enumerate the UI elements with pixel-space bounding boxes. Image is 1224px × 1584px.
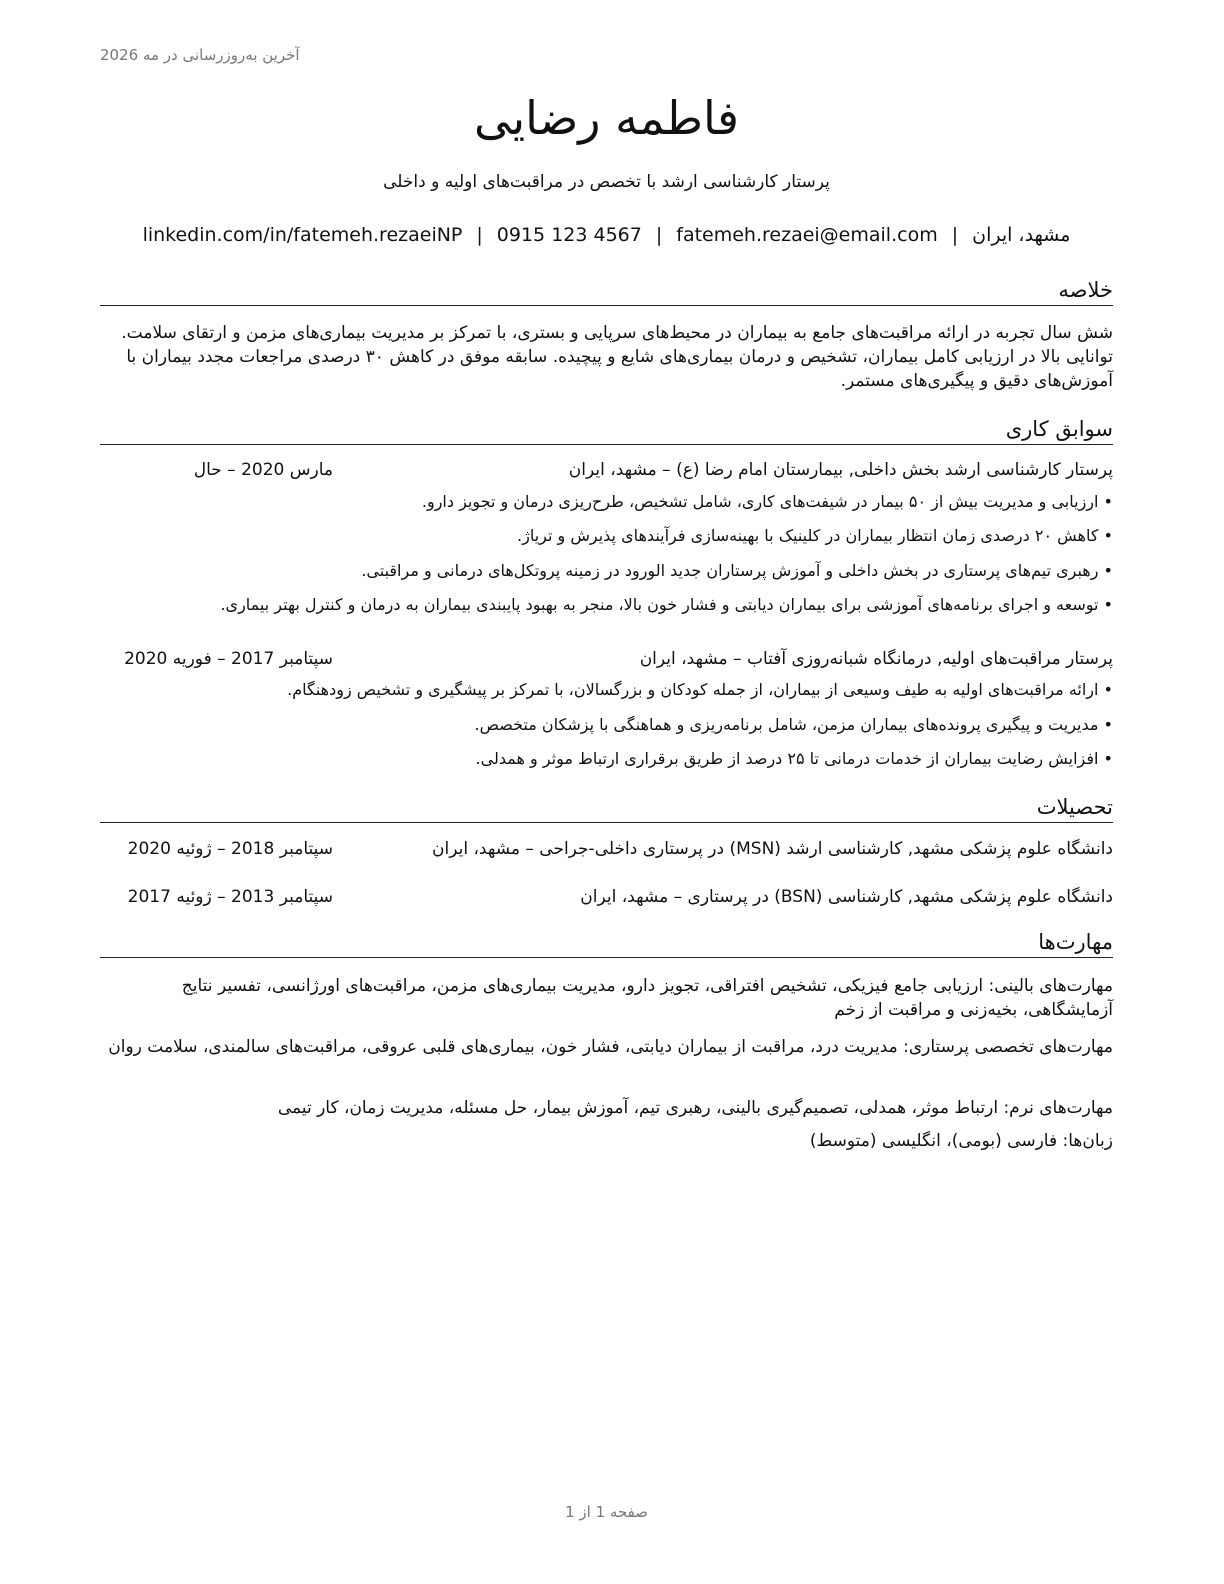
education-entry [100,839,1113,865]
section-title-summary: خلاصه [100,277,1113,306]
skills-item: مهارت‌های بالینی: ارزیابی جامع فیزیکی، تشخیص افتراقی، تجویز دارو، مدیریت بیماری‌های مزمن، مراقبت‌های اورژانسی، تفسیر نتایج آزمایشگاهی، بخیه‌زنی و مراقبت از زخم [181,976,1113,1020]
skills-item: مهارت‌های تخصصی پرستاری: مدیریت درد، مراقبت از بیماران دیابتی، فشار خون، بیماری‌های قلبی عروقی، مراقبت‌های سالمندی، سلامت روان [108,1037,1113,1057]
job-title: پرستار مراقبت‌های اولیه, درمانگاه شبانه‌روزی آفتاب – مشهد، ایران [639,649,1113,669]
job-bullet: • مدیریت و پیگیری پرونده‌های بیماران مزمن، شامل برنامه‌ریزی و هماهنگی با پزشکان متخصص. [100,715,1113,734]
education-date: سپتامبر 2013 – ژوئیه 2017 [127,887,333,907]
education-date: سپتامبر 2018 – ژوئیه 2020 [127,839,333,859]
section-title-skills: مهارت‌ها [100,929,1113,958]
education-entry [100,887,1113,913]
job-bullet: • توسعه و اجرای برنامه‌های آموزشی برای بیماران دیابتی و فشار خون بالا، منجر به بهبود پایبندی بیماران به درمان و کنترل بهتر بیماری. [100,595,1113,614]
resume-page [100,0,1113,1584]
job-entry [100,649,1113,675]
contact-separator: | [476,224,483,246]
contact-separator: | [951,224,959,246]
job-bullet: • کاهش ۲۰ درصدی زمان انتظار بیماران در کلینیک با بهینه‌سازی فرآیندهای پذیرش و تریاژ. [100,526,1113,545]
section-title-experience: سوابق کاری [100,416,1113,445]
contact-separator: | [655,224,663,246]
candidate-name: فاطمه رضایی [474,91,739,145]
skills-item: مهارت‌های نرم: ارتباط موثر، همدلی، تصمیم‌گیری بالینی، رهبری تیم، آموزش بیمار، حل مسئله، مدیریت زمان، کار تیمی [277,1098,1113,1118]
job-date: مارس 2020 – حال [193,460,333,480]
job-bullet: • رهبری تیم‌های پرستاری در بخش داخلی و آموزش پرستاران جدید الورود در زمینه پروتکل‌های درمانی و مراقبتی. [100,561,1113,580]
contact-linkedin[interactable]: linkedin.com/in/fatemeh.rezaeiNP [142,224,463,246]
skills-item: زبان‌ها: فارسی (بومی)، انگلیسی (متوسط) [809,1131,1113,1151]
candidate-tagline: پرستار کارشناسی ارشد با تخصص در مراقبت‌های اولیه و داخلی [383,172,830,192]
page-number: صفحه 1 از 1 [565,1503,648,1521]
section-title-education: تحصیلات [100,794,1113,823]
job-bullet: • افزایش رضایت بیماران از خدمات درمانی تا ۲۵ درصد از طریق برقراری ارتباط موثر و همدلی. [100,749,1113,768]
summary-text: شش سال تجربه در ارائه مراقبت‌های جامع به بیماران در محیط‌های سرپایی و بستری، با تمرکز بر مدیریت بیماری‌های مزمن و ارتقای سلامت. توانایی بالا در ارزیابی کامل بیماران، تشخیص و درمان بیماری‌های شایع و پیچیده. سابقه موفق در کاهش ۳۰ درصدی مراجعات مجدد بیماران با آموزش‌های دقیق و پیگیری‌های مستمر. [121,323,1113,391]
contact-phone[interactable]: 0915 123 4567 [496,224,642,246]
job-entry [100,460,1113,486]
contact-line [100,224,1113,246]
education-title: دانشگاه علوم پزشکی مشهد, کارشناسی (BSN) در پرستاری – مشهد، ایران [580,887,1113,907]
contact-location: مشهد، ایران [972,224,1071,246]
job-bullet: • ارزیابی و مدیریت بیش از ۵۰ بیمار در شیفت‌های کاری، شامل تشخیص، طرح‌ریزی درمان و تجویز دارو. [100,492,1113,511]
contact-email[interactable]: fatemeh.rezaei@email.com [676,224,938,246]
job-bullet: • ارائه مراقبت‌های اولیه به طیف وسیعی از بیماران، از جمله کودکان و بزرگسالان، با تمرکز بر پیشگیری و تشخیص زودهنگام. [100,680,1113,699]
job-title: پرستار کارشناسی ارشد بخش داخلی, بیمارستان امام رضا (ع) – مشهد، ایران [568,460,1113,480]
job-date: سپتامبر 2017 – فوریه 2020 [124,649,333,669]
last-updated: آخرین به‌روزرسانی در مه 2026 [100,46,300,64]
education-title: دانشگاه علوم پزشکی مشهد, کارشناسی ارشد (MSN) در پرستاری داخلی-جراحی – مشهد، ایران [432,839,1113,859]
